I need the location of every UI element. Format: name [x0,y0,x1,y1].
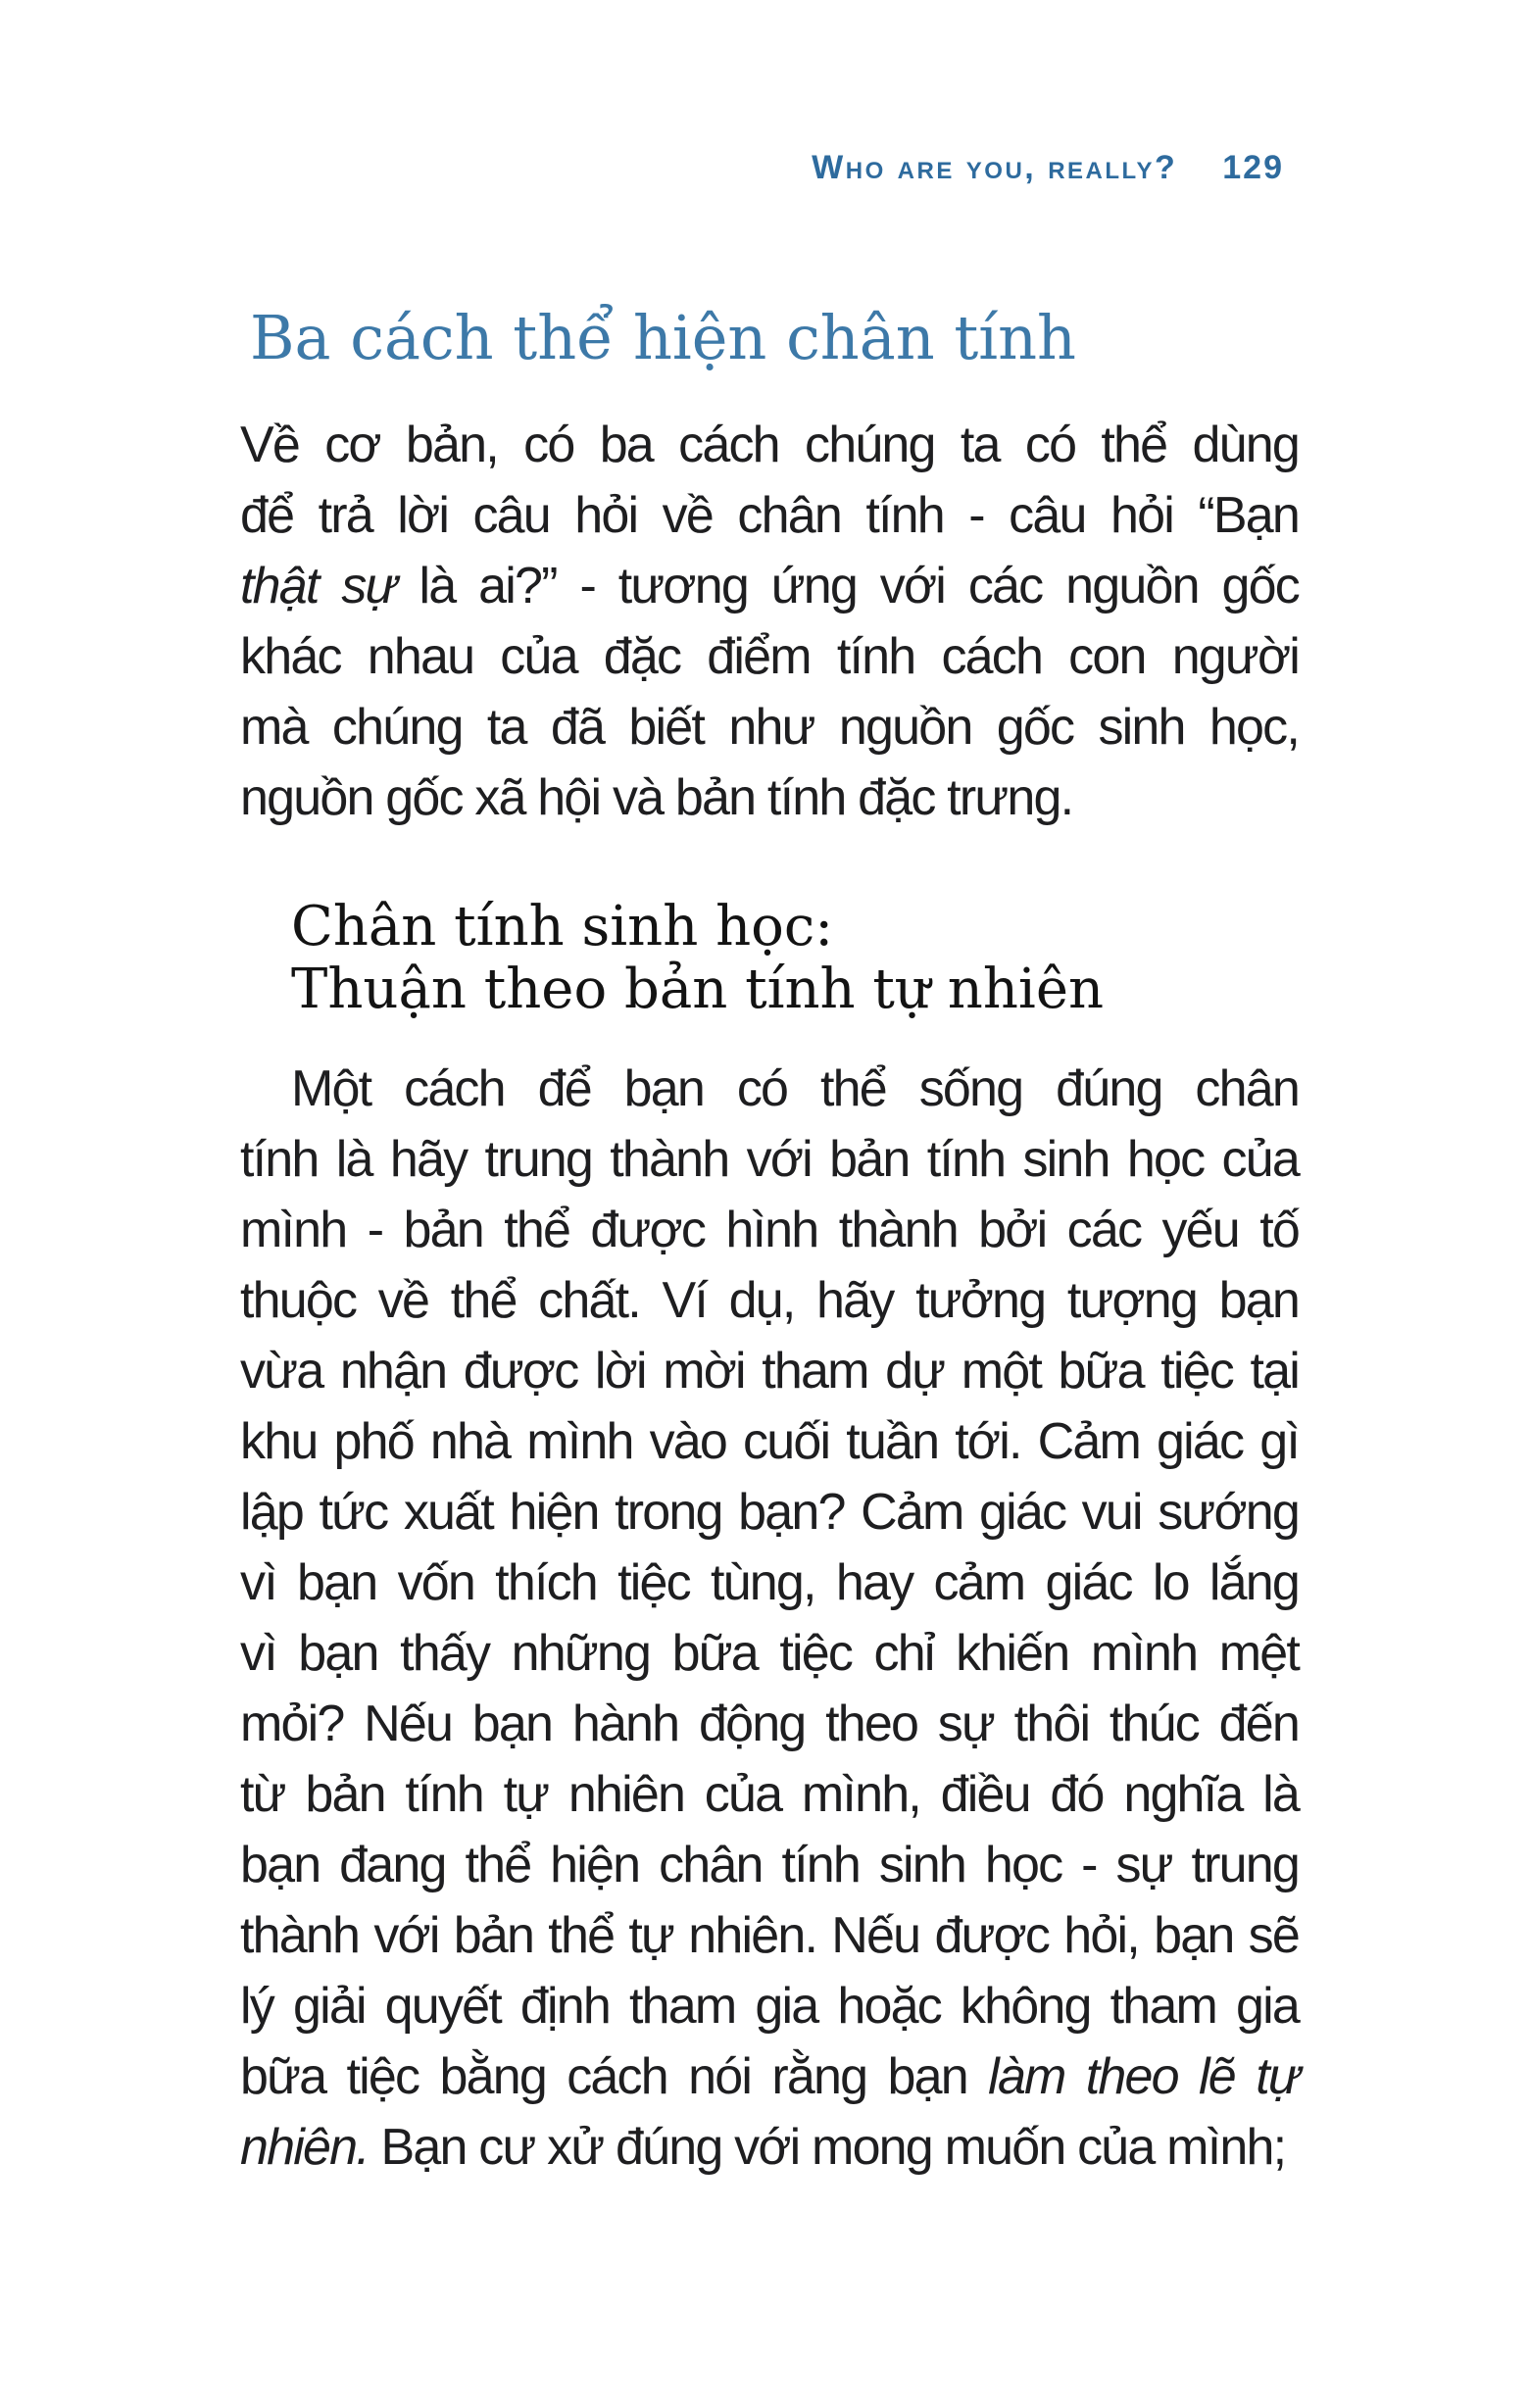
text-segment: Bạn cư xử đúng với mong muốn của mình; [368,2119,1286,2176]
emphasis-text: thật sự [240,558,396,614]
paragraph-intro [240,410,1299,833]
section-heading: Ba cách thể hiện chân tính [250,302,1076,373]
text-line: tính là hãy trung thành với bản tính sinh học của [240,1131,1299,1188]
text-line: vừa nhận được lời mời tham dự một bữa tiệc tại [240,1343,1299,1400]
subsection-heading-line-1: Chân tính sinh học: [291,895,834,958]
emphasis-text: làm theo lẽ tự [988,2048,1299,2105]
text-line: Một cách để bạn có thể sống đúng chân [291,1060,1299,1117]
text-line: khác nhau của đặc điểm tính cách con người [240,628,1299,685]
text-line: từ bản tính tự nhiên của mình, điều đó nghĩa là [240,1766,1299,1823]
text-line: bạn đang thể hiện chân tính sinh học - sự trung [240,1837,1299,1893]
text-line: để trả lời câu hỏi về chân tính - câu hỏi “Bạn [240,487,1299,544]
text-line: vì bạn vốn thích tiệc tùng, hay cảm giác lo lắng [240,1554,1299,1611]
text-line: mà chúng ta đã biết như nguồn gốc sinh học, [240,699,1299,756]
emphasis-text: nhiên. [240,2119,369,2176]
subsection-heading [291,896,1104,1021]
text-line: thành với bản thể tự nhiên. Nếu được hỏi, bạn sẽ [240,1907,1299,1964]
text-line [240,2112,1299,2183]
text-line [240,2041,1299,2112]
page-number: 129 [1222,149,1284,186]
text-line: lý giải quyết định tham gia hoặc không tham gia [240,1978,1299,2035]
paragraph-biological-authenticity [240,1054,1299,2183]
text-line: mỏi? Nếu bạn hành động theo sự thôi thúc đến [240,1695,1299,1752]
running-header [0,149,1284,187]
text-line: lập tức xuất hiện trong bạn? Cảm giác vui sướng [240,1484,1299,1541]
text-line: vì bạn thấy những bữa tiệc chỉ khiến mình mệt [240,1625,1299,1682]
text-line [240,551,1299,621]
text-segment: bữa tiệc bằng cách nói rằng bạn [240,2048,989,2105]
text-line: thuộc về thể chất. Ví dụ, hãy tưởng tượng bạn [240,1272,1299,1329]
text-line: khu phố nhà mình vào cuối tuần tới. Cảm giác gì [240,1413,1299,1470]
text-line: nguồn gốc xã hội và bản tính đặc trưng. [240,769,1073,826]
text-segment: là ai?” - tương ứng với các nguồn gốc [395,558,1299,614]
subsection-heading-line-2: Thuận theo bản tính tự nhiên [291,958,1105,1021]
text-line: Về cơ bản, có ba cách chúng ta có thể dùng [240,417,1299,473]
text-line: mình - bản thể được hình thành bởi các yếu tố [240,1202,1299,1258]
running-header-title: Who are you, really? [812,149,1178,186]
